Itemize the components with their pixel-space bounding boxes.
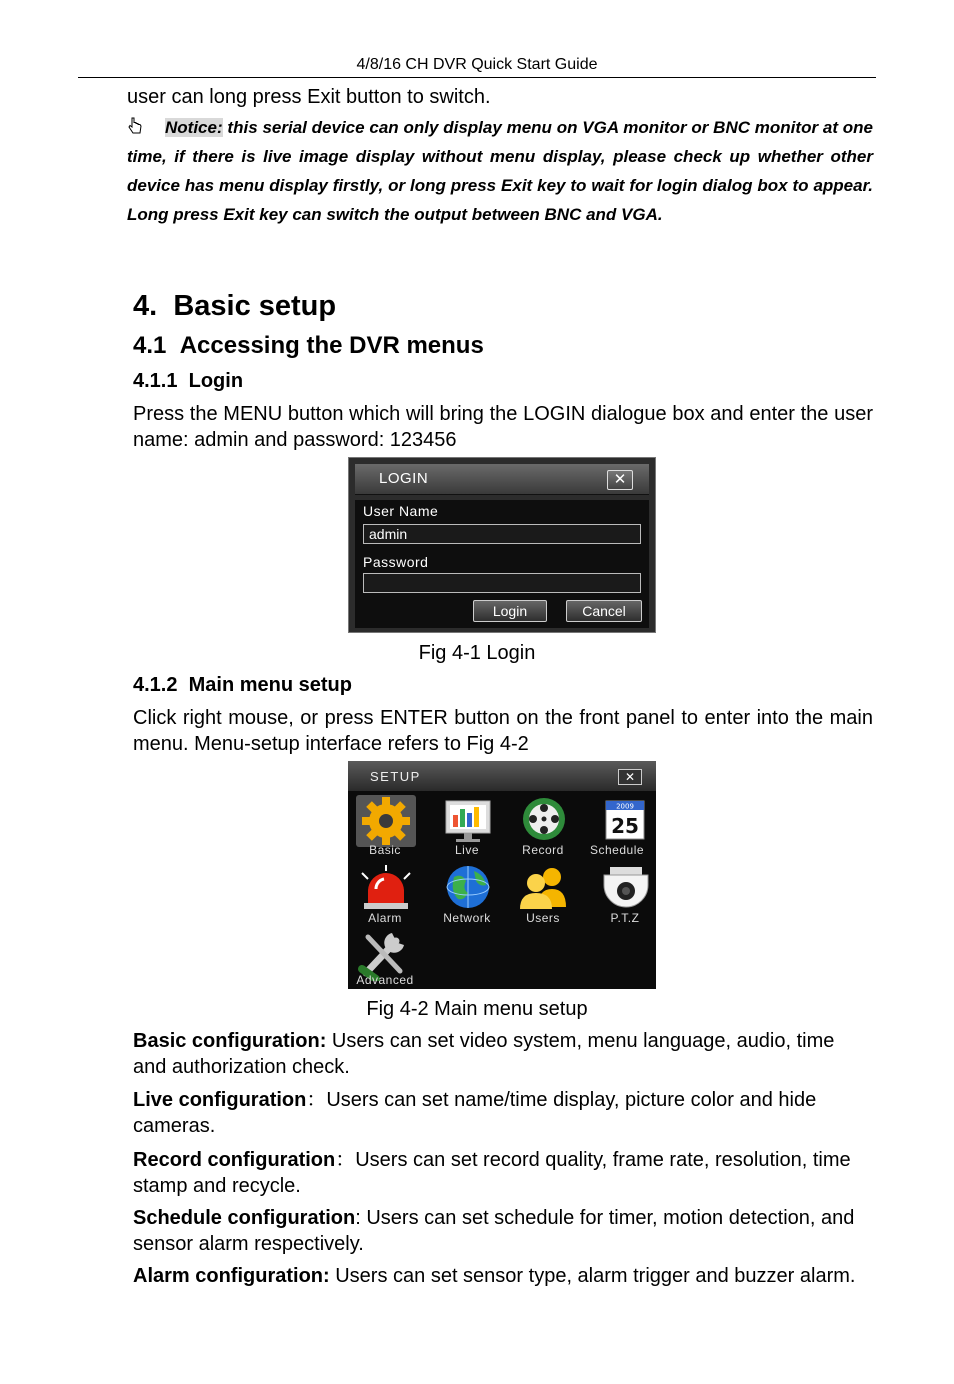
menu-item-label: P.T.Z [610,911,640,925]
config-basic [133,1028,873,1080]
login-titlebar [355,464,649,495]
users-icon [514,863,574,915]
calendar-icon [594,795,654,847]
menu-item-label: Live [454,843,479,857]
login-dialog [348,457,656,633]
section-number: 4. [133,290,158,322]
config-text: ：Users can set record quality, frame rate, resolution, time stamp and recycle. [133,1149,851,1197]
intro-line: user can long press Exit button to switch. [127,86,491,108]
menu-item-live[interactable] [430,795,504,859]
config-label: Live configuration [133,1089,307,1111]
film-reel-icon [514,795,574,847]
menu-item-label: Basic [369,843,401,857]
fig2-caption: Fig 4-2 Main menu setup [366,998,588,1020]
gear-icon [356,795,416,847]
section-heading [133,290,336,323]
password-label: Password [363,554,429,570]
login-heading-title: Login [188,370,244,392]
subsection-title: Accessing the DVR menus [179,332,484,359]
siren-icon [356,863,416,915]
config-schedule [133,1205,873,1257]
username-field[interactable]: admin [363,524,641,544]
login-panel [355,500,649,628]
close-icon[interactable]: ✕ [607,470,633,490]
menu-item-label: Network [443,911,491,925]
login-button[interactable]: Login [473,600,547,622]
config-label: Schedule configuration [133,1207,356,1229]
menu-item-network[interactable] [430,863,504,927]
subsection-number: 4.1 [133,332,167,359]
header-rule [78,77,876,78]
menu-item-ptz[interactable] [588,863,656,927]
setup-titlebar [348,761,656,791]
calendar-year: 2009 [616,802,634,811]
menu-item-label: Schedule [590,843,645,857]
menu-item-schedule[interactable] [586,795,656,859]
menu-item-users[interactable] [506,863,580,927]
login-title: LOGIN [379,470,429,487]
setup-dialog [348,761,656,989]
notice-label: Notice: [165,118,223,137]
monitor-icon [438,795,498,847]
menu-item-advanced[interactable] [348,929,422,989]
subsection-heading [133,332,484,360]
username-label: User Name [363,503,439,519]
menu-item-label: Users [526,911,560,925]
globe-icon [438,863,498,915]
cancel-button[interactable]: Cancel [566,600,642,622]
notice-block [127,113,873,229]
password-field[interactable] [363,573,641,593]
menu-item-record[interactable] [506,795,580,859]
config-record [133,1147,873,1199]
config-live [133,1087,873,1139]
notice-text: this serial device can only display menu on VGA monitor or BNC monitor at one time, if there is live image display without menu display, please check up whether other device has menu display firstly, or long press Exit key to wait for login dialog box to appear. Long press Exit key can switch the output between BNC and VGA. [127,118,873,224]
login-paragraph: Press the MENU button which will bring the LOGIN dialogue box and enter the user name: admin and password: 123456 [133,403,873,451]
page-header: 4/8/16 CH DVR Quick Start Guide [356,56,598,73]
section-title: Basic setup [173,290,337,322]
pointing-hand-icon [127,117,143,135]
config-text: : Users can set schedule for timer, motion detection, and sensor alarm respectively. [133,1207,855,1255]
main-menu-heading [133,674,352,697]
menu-item-label: Record [522,843,564,857]
menu-item-alarm[interactable] [348,863,422,927]
config-text: ：Users can set name/time display, picture color and hide cameras. [133,1089,817,1137]
login-heading [133,370,243,393]
config-label: Alarm configuration: [133,1265,330,1287]
main-menu-heading-title: Main menu setup [188,674,352,696]
login-heading-number: 4.1.1 [133,370,178,392]
config-alarm [133,1263,873,1289]
calendar-day: 25 [611,814,639,838]
fig1-caption: Fig 4-1 Login [418,642,536,664]
config-label: Record configuration [133,1149,336,1171]
setup-title: SETUP [370,769,421,784]
config-label: Basic configuration: [133,1030,327,1052]
config-text: Users can set sensor type, alarm trigger and buzzer alarm. [329,1265,856,1287]
menu-item-label: Alarm [368,911,402,925]
main-menu-paragraph: Click right mouse, or press ENTER button on the front panel to enter into the main menu. Menu-setup interface refers to Fig 4-2 [133,707,873,755]
close-icon[interactable]: ✕ [618,769,642,785]
config-text: Users can set video system, menu language, audio, time and authorization check. [133,1030,835,1078]
menu-item-label: Advanced [356,973,414,987]
menu-item-basic[interactable] [348,795,422,859]
dome-camera-icon [596,863,656,915]
main-menu-heading-number: 4.1.2 [133,674,178,696]
